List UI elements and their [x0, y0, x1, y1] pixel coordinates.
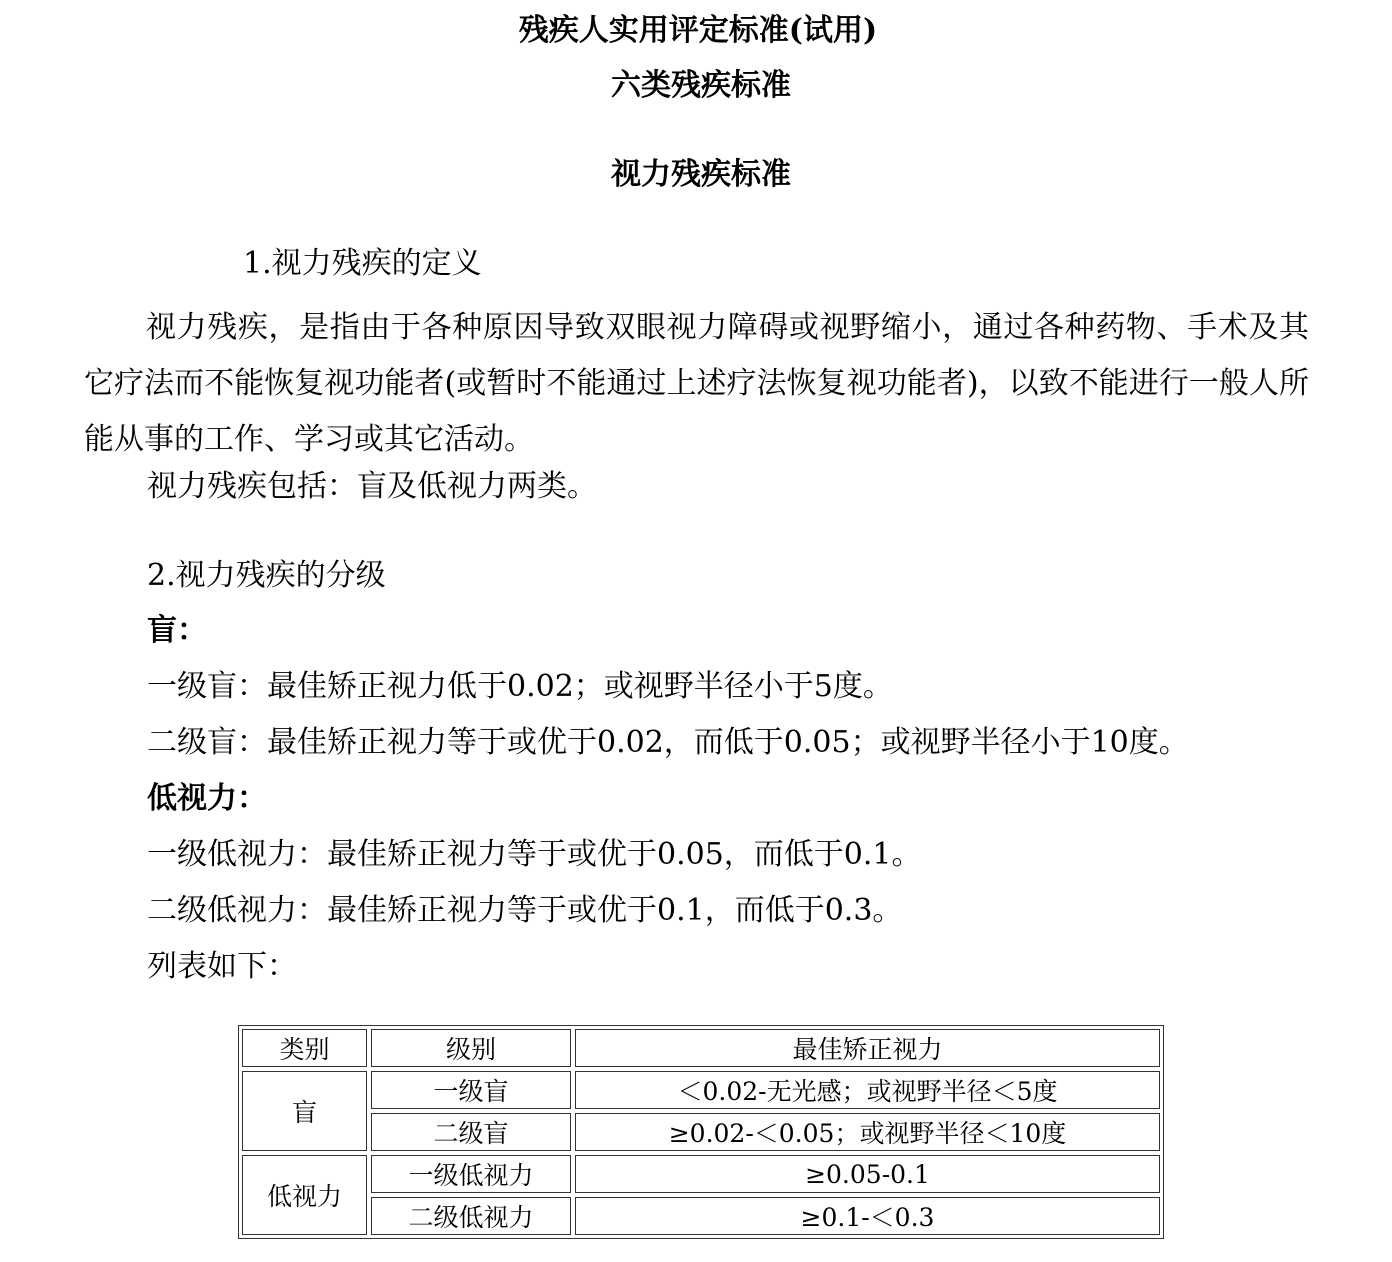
classification-table	[238, 1025, 1164, 1239]
low-vision-level-1: 一级低视力：最佳矫正视力等于或优于0.05，而低于0.1。	[147, 837, 922, 872]
table-acuity-cell: ≥0.02-＜0.05；或视野半径＜10度	[575, 1113, 1160, 1151]
table-level-cell: 一级盲	[371, 1071, 571, 1109]
table-row	[242, 1197, 1160, 1235]
table-level-cell: 一级低视力	[371, 1155, 571, 1193]
grading-heading: 2.视力残疾的分级	[147, 558, 386, 593]
table-row	[242, 1155, 1160, 1193]
table-category-blind: 盲	[242, 1071, 367, 1151]
table-acuity-cell: ＜0.02-无光感；或视野半径＜5度	[575, 1071, 1160, 1109]
low-vision-level-2: 二级低视力：最佳矫正视力等于或优于0.1，而低于0.3。	[147, 893, 903, 928]
table-header-level: 级别	[371, 1029, 571, 1067]
blind-heading: 盲：	[147, 613, 207, 648]
table-header-acuity: 最佳矫正视力	[575, 1029, 1160, 1067]
low-vision-heading: 低视力：	[147, 781, 267, 816]
table-row	[242, 1071, 1160, 1109]
blind-level-1: 一级盲：最佳矫正视力低于0.02；或视野半径小于5度。	[147, 669, 893, 704]
table-header-row	[242, 1029, 1160, 1067]
definition-paragraph: 视力残疾，是指由于各种原因导致双眼视力障碍或视野缩小，通过各种药物、手术及其它疗法而不能恢复视功能者(或暂时不能通过上述疗法恢复视功能者)，以致不能进行一般人所能从事的工作、学习或其它活动。	[84, 310, 1309, 457]
table-category-low-vision: 低视力	[242, 1155, 367, 1235]
table-level-cell: 二级盲	[371, 1113, 571, 1151]
document-subtitle: 六类残疾标准	[611, 68, 791, 103]
table-acuity-cell: ≥0.05-0.1	[575, 1155, 1160, 1193]
table-row	[242, 1113, 1160, 1151]
table-level-cell: 二级低视力	[371, 1197, 571, 1235]
list-intro: 列表如下：	[147, 949, 297, 984]
document-title: 残疾人实用评定标准(试用)	[518, 13, 878, 48]
table-header-category: 类别	[242, 1029, 367, 1067]
definition-includes: 视力残疾包括：盲及低视力两类。	[147, 469, 597, 504]
definition-heading: 1.视力残疾的定义	[243, 246, 482, 281]
blind-level-2: 二级盲：最佳矫正视力等于或优于0.02，而低于0.05；或视野半径小于10度。	[147, 725, 1189, 760]
table-acuity-cell: ≥0.1-＜0.3	[575, 1197, 1160, 1235]
section-title: 视力残疾标准	[611, 157, 791, 192]
